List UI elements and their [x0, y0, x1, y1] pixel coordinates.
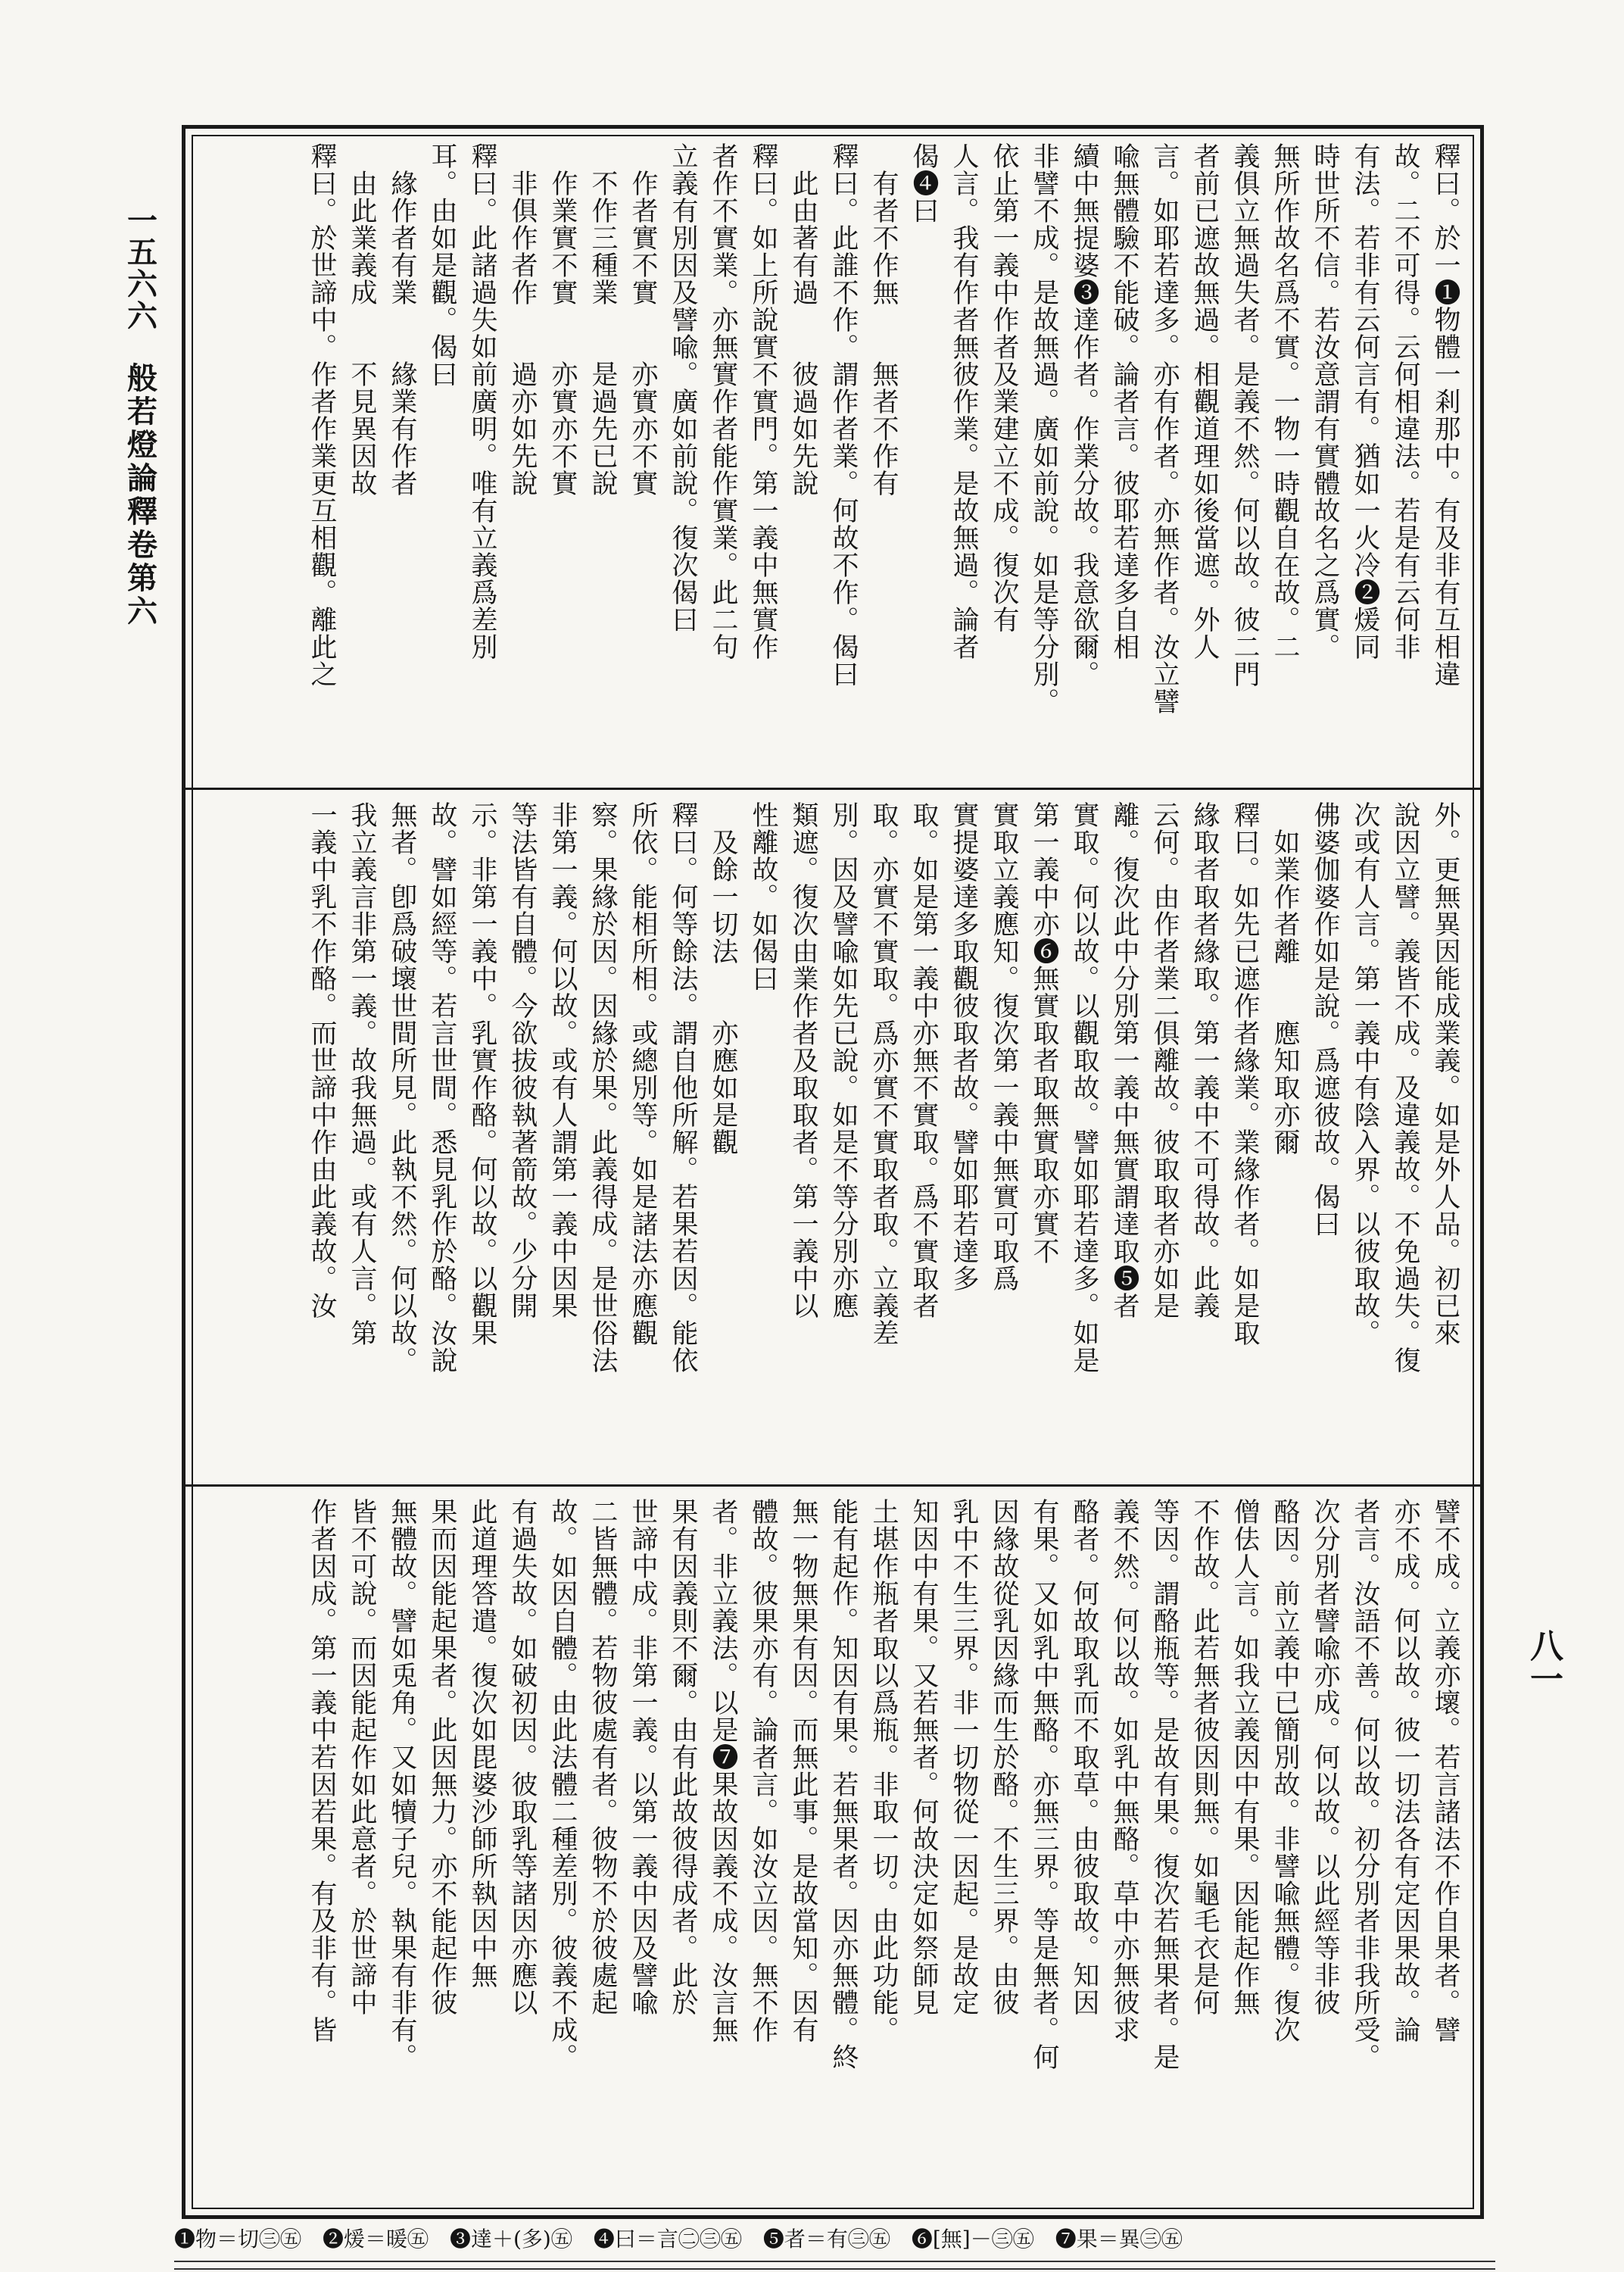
text-column: 此由著有過 彼過如先說 — [788, 142, 818, 497]
text-column: 言。如耶若達多。亦有作者。亦無作者。汝立譬 — [1149, 142, 1180, 715]
text-column: 果而因能起果者。此因無力。亦不能起作彼 — [427, 1498, 457, 2016]
text-column: 作者實不實 亦實亦不實 — [628, 142, 658, 497]
text-column: 釋曰。此諸過失如前廣明。唯有立義爲差別 — [467, 142, 497, 660]
text-column: 緣取者取者緣取。第一義中不可得故。此義 — [1189, 801, 1220, 1319]
bottom-rule — [174, 2268, 1495, 2270]
text-column: 次分別者譬喩亦成。何以故。以此經等非彼 — [1310, 1498, 1340, 2016]
text-column: 譬不成。立義亦壞。若言諸法不作自果者。譬 — [1430, 1498, 1460, 2043]
left-margin — [114, 204, 167, 1189]
text-column: 外。更無異因能成業義。如是外人品。初已來 — [1430, 801, 1460, 1347]
text-column: 察。果緣於因。因緣於果。此義得成。是世俗法 — [588, 801, 618, 1374]
text-column: 僧佉人言。如我立義因中有果。因能起作無 — [1230, 1498, 1260, 2016]
text-column: 如業作者離 應知取亦爾 — [1270, 801, 1300, 1156]
text-column: 示。非第一義中。乳實作酪。何以故。以觀果 — [467, 801, 497, 1347]
text-column: 及餘一切法 亦應如是觀 — [708, 801, 738, 1156]
text-column: 酪者。何故取乳而不取草。由彼取故。知因 — [1069, 1498, 1099, 2016]
text-column: 釋曰。如上所說實不實門。第一義中無實作 — [748, 142, 778, 660]
text-column: 義俱立無過失者。是義不然。何以故。彼二門 — [1230, 142, 1260, 688]
page-number: 一五六六 — [122, 204, 158, 332]
text-column: 取。如是第一義中亦無不實取。爲不實取者 — [909, 801, 939, 1319]
text-column: 離。復次此中分別第一義中無實謂達取❺者 — [1109, 801, 1139, 1319]
text-column: 者。非立義法。以是❼果故因義不成。汝言無 — [708, 1498, 738, 2043]
lower-register — [201, 1498, 1465, 2202]
text-column: 取。亦實不實取。爲亦實不實取者取。立義差 — [868, 801, 899, 1347]
text-column: 體故。彼果亦有。論者言。如汝立因。無不作 — [748, 1498, 778, 2043]
text-column: 等因。謂酪瓶等。是故有果。復次若無果者。是 — [1149, 1498, 1180, 2071]
text-column: 作者因成。第一義中若因若果。有及非有。皆 — [307, 1498, 337, 2043]
text-column: 不作故。此若無者彼因則無。如龜毛衣是何 — [1189, 1498, 1220, 2016]
text-column: 因緣故從乳因緣而生於酪。不生三界。由彼 — [989, 1498, 1019, 2016]
text-column: 此道理答遣。復次如毘婆沙師所執因中無 — [467, 1498, 497, 1989]
text-column: 類遮。復次由業作者及取取者。第一義中以 — [788, 801, 818, 1319]
text-column: 次或有人言。第一義中有陰入界。以彼取故。 — [1350, 801, 1380, 1347]
register-divider — [185, 1484, 1480, 1487]
text-column: 不作三種業 是過先已說 — [588, 142, 618, 497]
text-column: 故。二不可得。云何相違法。若是有云何非 — [1390, 142, 1420, 660]
text-column: 依止第一義中作者及業建立不成。復次有 — [989, 142, 1019, 633]
text-column: 釋曰。如先已遮作者緣業。業緣作者。如是取 — [1230, 801, 1260, 1347]
text-column: 偈❹曰 — [909, 142, 939, 224]
text-column: 實取。何以故。以觀取故。譬如耶若達多。如是 — [1069, 801, 1099, 1374]
text-column: 無所作故名爲不實。一物一時觀自在故。二 — [1270, 142, 1300, 660]
text-column: 有者不作無 無者不作有 — [868, 142, 899, 497]
register-divider — [185, 788, 1480, 790]
text-column: 土堪作瓶者取以爲瓶。非取一切。由此功能。 — [868, 1498, 899, 2043]
text-column: 由此業義成 不見異因故 — [347, 142, 377, 497]
text-column: 喩無體驗不能破。論者言。彼耶若達多自相 — [1109, 142, 1139, 660]
text-column: 二皆無體。若物彼處有者。彼物不於彼處起 — [588, 1498, 618, 2016]
text-column: 乳中不生三界。非一切物從一因起。是故定 — [949, 1498, 979, 2016]
text-column: 別。因及譬喩如先已說。如是不等分別亦應 — [828, 801, 859, 1319]
text-column: 知因中有果。又若無者。何故決定如祭師見 — [909, 1498, 939, 2016]
text-column: 無者。卽爲破壞世間所見。此執不然。何以故。 — [387, 801, 417, 1374]
text-column: 說因立譬。義皆不成。及違義故。不免過失。復 — [1390, 801, 1420, 1374]
text-column: 故。譬如經等。若言世間。悉見乳作於酪。汝說 — [427, 801, 457, 1374]
text-column: 立義有別因及譬喩。廣如前說。復次偈曰 — [668, 142, 698, 633]
text-column: 有法。若非有云何言有。猶如一火冷❷煖同 — [1350, 142, 1380, 660]
text-column: 有過失故。如破初因。彼取乳等諸因亦應以 — [507, 1498, 538, 2016]
text-column: 果有因義則不爾。由有此故彼得成者。此於 — [668, 1498, 698, 2016]
text-column: 亦不成。何以故。彼一切法各有定因果故。論 — [1390, 1498, 1420, 2043]
text-column: 無體故。譬如兎角。又如犢子兒。執果有非有。 — [387, 1498, 417, 2071]
text-column: 所依。能相所相。或總別等。如是諸法亦應觀 — [628, 801, 658, 1347]
text-column: 者作不實業。亦無實作者能作實業。此二句 — [708, 142, 738, 660]
text-column: 一義中乳不作酪。而世諦中作由此義故。汝 — [307, 801, 337, 1319]
footnotes: ❶物＝切㊂㊄ ❷煖＝暖㊄ ❸達＋(多)㊄ ❹曰＝言㊁㊂㊄ ❺者＝有㊂㊄ ❻[無]－㊂㊄ ❼果＝異㊂㊄ — [174, 2227, 1183, 2252]
text-column: 實提婆達多取觀彼取者故。譬如耶若達多 — [949, 801, 979, 1292]
text-column: 等法皆有自體。今欲拔彼執著箭故。少分開 — [507, 801, 538, 1319]
text-column: 釋曰。於世諦中。作者作業更互相觀。離此之 — [307, 142, 337, 688]
text-column: 非譬不成。是故無過。廣如前說。如是等分別。 — [1029, 142, 1059, 715]
folio-number: 八一 — [1524, 1628, 1563, 1695]
text-column: 佛婆伽婆作如是說。爲遮彼故。偈曰 — [1310, 801, 1340, 1237]
text-column: 有果。又如乳中無酪。亦無三界。等是無者。何 — [1029, 1498, 1059, 2071]
text-column: 非俱作者作 過亦如先說 — [507, 142, 538, 497]
text-column: 我立義言非第一義。故我無過。或有人言。第 — [347, 801, 377, 1347]
text-column: 者言。汝語不善。何以故。初分別者非我所受。 — [1350, 1498, 1380, 2071]
upper-register — [201, 142, 1465, 775]
text-column: 義不然。何以故。如乳中無酪。草中亦無彼求 — [1109, 1498, 1139, 2043]
bottom-rule — [174, 2261, 1495, 2262]
text-column: 實取立義應知。復次第一義中無實可取爲 — [989, 801, 1019, 1292]
page-frame — [182, 125, 1484, 2219]
text-column: 酪因。前立義中已簡別故。非譬喩無體。復次 — [1270, 1498, 1300, 2043]
running-title: 般若燈論釋卷第六 — [122, 362, 158, 629]
text-column: 作業實不實 亦實亦不實 — [547, 142, 578, 497]
text-column: 能有起作。知因有果。若無果者。因亦無體。終 — [828, 1498, 859, 2071]
text-column: 者前已遮故無過。相觀道理如後當遮。外人 — [1189, 142, 1220, 660]
text-column: 無一物無果有因。而無此事。是故當知。因有 — [788, 1498, 818, 2043]
text-column: 釋曰。於一❶物體一剎那中。有及非有互相違 — [1430, 142, 1460, 688]
text-column: 第一義中亦❻無實取者取無實取亦實不 — [1029, 801, 1059, 1265]
text-column: 人言。我有作者無彼作業。是故無過。論者 — [949, 142, 979, 660]
text-column: 時世所不信。若汝意謂有實體故名之爲實。 — [1310, 142, 1340, 660]
text-column: 性離故。如偈曰 — [748, 801, 778, 992]
text-column: 釋曰。此誰不作。謂作者業。何故不作。偈曰 — [828, 142, 859, 688]
text-column: 耳。由如是觀。偈曰 — [427, 142, 457, 388]
text-column: 皆不可說。而因能起作如此意者。於世諦中 — [347, 1498, 377, 2016]
text-column: 世諦中成。非第一義。以第一義中因及譬喩 — [628, 1498, 658, 2016]
text-column: 續中無提婆❸達作者。作業分故。我意欲爾。 — [1069, 142, 1099, 688]
middle-register — [201, 801, 1465, 1471]
text-column: 云何。由作者業二俱離故。彼取取者亦如是 — [1149, 801, 1180, 1319]
text-column: 故。如因自體。由此法體二種差別。彼義不成。 — [547, 1498, 578, 2071]
text-column: 非第一義。何以故。或有人謂第一義中因果 — [547, 801, 578, 1319]
text-column: 釋曰。何等餘法。謂自他所解。若果若因。能依 — [668, 801, 698, 1374]
text-column: 緣作者有業 緣業有作者 — [387, 142, 417, 497]
